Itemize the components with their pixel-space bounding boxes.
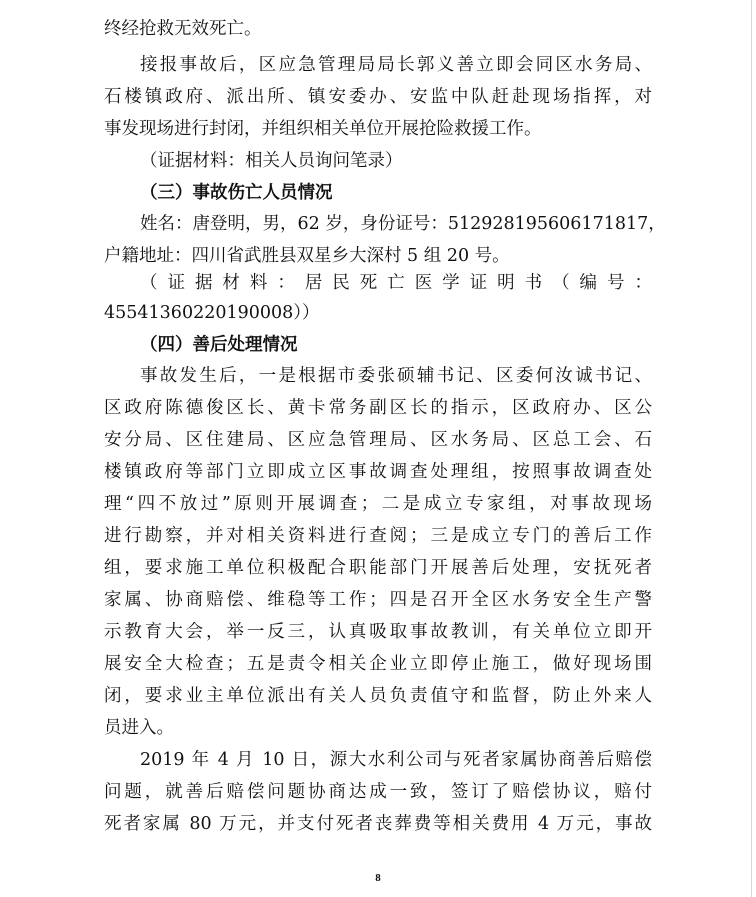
- text-line: 区政府陈德俊区长、黄卡常务副区长的指示，区政府办、区公: [104, 398, 652, 418]
- text-line: 示教育大会，举一反三，认真吸取事故教训，有关单位立即开: [104, 622, 652, 642]
- text-line: 组，要求施工单位积极配合职能部门开展善后处理，安抚死者: [104, 558, 652, 578]
- evidence-note: 455413602201900​08））: [104, 303, 320, 323]
- text-line: 2019 年 4 月 10 日，源大水利公司与死者家属协商善后赔偿: [140, 750, 652, 770]
- evidence-note: （ 证 据 材 料 ： 居 民 死 亡 医 学 证 明 书 （ 编 号 ：: [140, 273, 652, 293]
- text-line: 展安全大检查；五是责令相关企业立即停止施工，做好现场围: [104, 654, 652, 674]
- text-line: 理“四不放过”原则开展调查；二是成立专家组，对事故现场: [104, 494, 652, 514]
- page-edge: [751, 0, 752, 897]
- text-line: 家属、协商赔偿、维稳等工作；四是召开全区水务安全生产警: [104, 590, 652, 610]
- evidence-note: （证据材料：相关人员询问笔录）: [140, 151, 403, 171]
- text-line: 户籍地址：四川省武胜县双星乡大深村 5 组 20 号。: [104, 246, 510, 266]
- text-line: 事发现场进行封闭，并组织相关单位开展抢险救援工作。: [104, 119, 542, 139]
- text-line: 员进入。: [104, 718, 174, 738]
- text-line: 姓名：唐登明，男，62 岁，身份证号：512928195606171817，: [140, 214, 666, 234]
- section-heading: （四）善后处理情况: [140, 335, 298, 355]
- page-number: 8: [375, 872, 381, 884]
- text-line: 死者家属 80 万元，并支付死者丧葬费等相关费用 4 万元，事故: [104, 814, 652, 834]
- text-line: 安分局、区住建局、区应急管理局、区水务局、区总工会、石: [104, 430, 652, 450]
- text-line: 接报事故后，区应急管理局局长郭义善立即会同区水务局、: [140, 55, 652, 75]
- section-heading: （三）事故伤亡人员情况: [140, 183, 333, 203]
- text-line: 进行勘察，并对相关资料进行查阅；三是成立专门的善后工作: [104, 526, 652, 546]
- text-line: 事故发生后，一是根据市委张硕辅书记、区委何汝诚书记、: [140, 366, 652, 386]
- text-line: 石楼镇政府、派出所、镇安委办、安监中队赶赴现场指挥，对: [104, 87, 652, 107]
- text-line: 闭，要求业主单位派出有关人员负责值守和监督，防止外来人: [104, 686, 652, 706]
- text-line: 终经抢救无效死亡。: [104, 19, 262, 39]
- text-line: 楼镇政府等部门立即成立区事故调查处理组，按照事故调查处: [104, 462, 652, 482]
- text-line: 问题，就善后赔偿问题协商达成一致，签订了赔偿协议，赔付: [104, 782, 652, 802]
